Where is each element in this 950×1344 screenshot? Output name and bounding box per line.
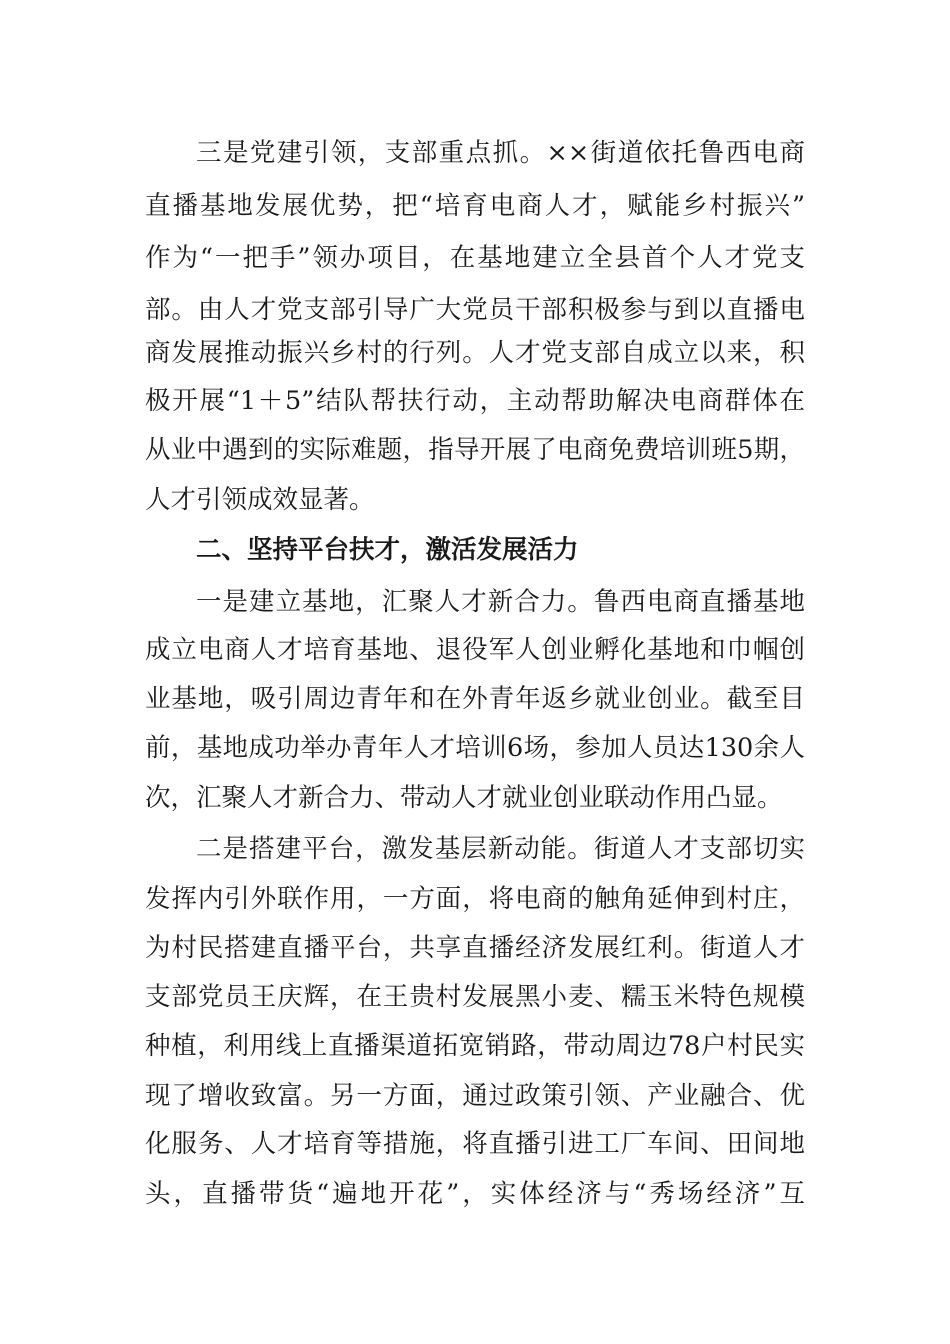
paragraph-2-line-2: 成立电商人才培育基地、退役军人创业孵化基地和巾帼创 bbox=[145, 635, 805, 665]
paragraph-3-line-7: 化服务、人才培育等措施，将直播引进工厂车间、田间地 bbox=[145, 1129, 805, 1159]
paragraph-2-line-4: 前，基地成功举办青年人才培训6场，参加人员达130余人 bbox=[145, 733, 805, 763]
paragraph-3-line-1: 二是搭建平台，激发基层新动能。街道人才支部切实 bbox=[196, 834, 805, 864]
paragraph-2-line-3: 业基地，吸引周边青年和在外青年返乡就业创业。截至目 bbox=[145, 684, 805, 714]
paragraph-1-line-8: 人才引领成效显著。 bbox=[145, 485, 375, 515]
paragraph-2-line-1: 一是建立基地，汇聚人才新合力。鲁西电商直播基地 bbox=[196, 587, 805, 617]
paragraph-3-line-8: 头，直播带货“遍地开花”，实体经济与“秀场经济”互 bbox=[145, 1179, 805, 1209]
paragraph-2-line-5: 次，汇聚人才新合力、带动人才就业创业联动作用凸显。 bbox=[145, 783, 783, 813]
paragraph-3-line-5: 种植，利用线上直播渠道拓宽销路，带动周边78户村民实 bbox=[145, 1031, 805, 1061]
paragraph-1-line-5: 商发展推动振兴乡村的行列。人才党支部自成立以来，积 bbox=[145, 338, 805, 368]
paragraph-3-line-2: 发挥内引外联作用，一方面，将电商的触角延伸到村庄， bbox=[145, 884, 805, 914]
paragraph-1-line-3: 作为“一把手”领办项目，在基地建立全县首个人才党支 bbox=[145, 243, 805, 273]
paragraph-1-line-1: 三是党建引领，支部重点抓。××街道依托鲁西电商 bbox=[196, 138, 805, 168]
section-heading: 二、坚持平台扶才，激活发展活力 bbox=[196, 535, 579, 565]
paragraph-1-line-2: 直播基地发展优势，把“培育电商人才，赋能乡村振兴” bbox=[145, 191, 805, 221]
paragraph-1-line-4: 部。由人才党支部引导广大党员干部积极参与到以直播电 bbox=[145, 295, 805, 325]
paragraph-3-line-4: 支部党员王庆辉，在王贵村发展黑小麦、糯玉米特色规模 bbox=[145, 982, 805, 1012]
paragraph-1-line-7: 从业中遇到的实际难题，指导开展了电商免费培训班5期， bbox=[145, 435, 805, 465]
paragraph-3-line-6: 现了增收致富。另一方面，通过政策引领、产业融合、优 bbox=[145, 1081, 805, 1111]
paragraph-3-line-3: 为村民搭建直播平台，共享直播经济发展红利。街道人才 bbox=[145, 933, 805, 963]
paragraph-1-line-6: 极开展“1＋5”结队帮扶行动，主动帮助解决电商群体在 bbox=[145, 386, 805, 416]
